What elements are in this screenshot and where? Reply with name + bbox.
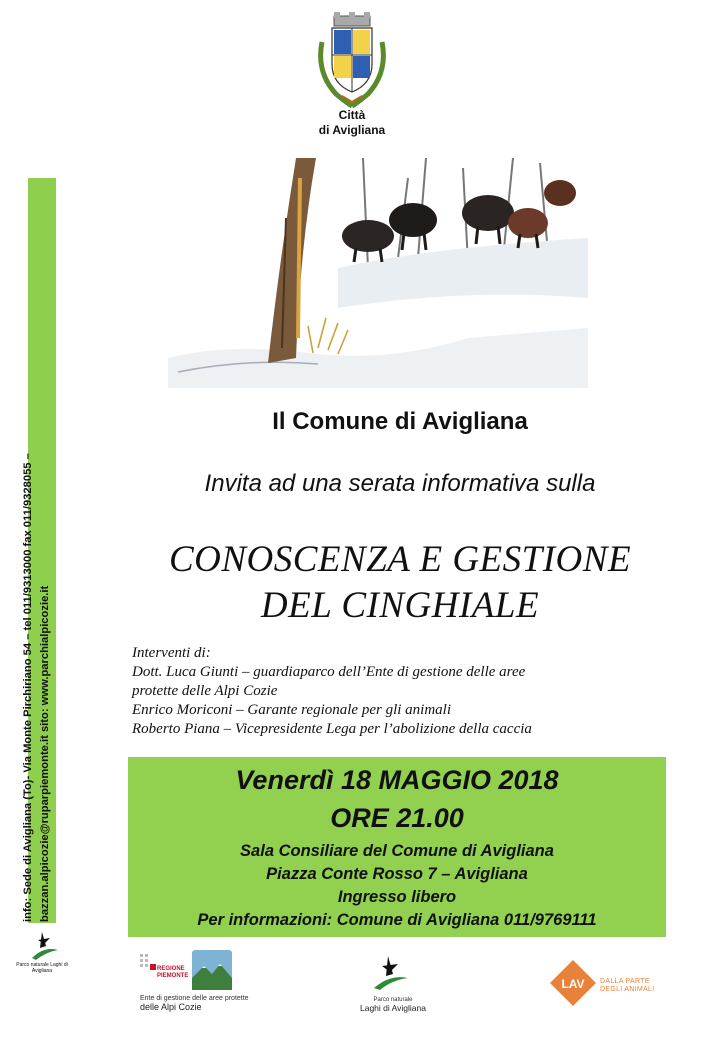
alpi-cozie-caption bbox=[140, 994, 270, 1012]
lav-tagline: DALLA PARTE DEGLI ANIMALI bbox=[600, 978, 655, 993]
invite-text: Invita ad una serata informativa sulla bbox=[204, 470, 596, 497]
speakers-block bbox=[132, 644, 666, 739]
side-info-line1: info: Sede di Avigliana (To)- Via Monte Pirchiriano 54 – tel 011/9313000 fax 011/9328055 – bbox=[22, 453, 34, 922]
headline: Il Comune di Avigliana bbox=[272, 408, 528, 435]
event-venue: Sala Consiliare del Comune di Avigliana bbox=[240, 842, 554, 860]
event-panel bbox=[128, 757, 666, 937]
speaker-line: Enrico Moriconi – Garante regionale per gli animali bbox=[132, 702, 451, 718]
event-date: Venerdì 18 MAGGIO 2018 bbox=[235, 765, 559, 795]
parco-caption bbox=[348, 996, 438, 1012]
side-info-line2: bazzan.alpicozie@ruparpiemonte.it sito: www.parchialpicozie.it bbox=[39, 585, 51, 922]
event-time: ORE 21.00 bbox=[330, 803, 464, 833]
parco-laghi-avigliana-logo-icon bbox=[368, 952, 412, 992]
lav-logo-text: LAV bbox=[561, 977, 585, 991]
alpi-cozie-logo-icon bbox=[192, 950, 232, 990]
regione-piemonte-logo-icon bbox=[140, 952, 188, 986]
svg-text:REGIONE: REGIONE bbox=[157, 966, 185, 972]
speaker-line: Dott. Luca Giunti – guardiaparco dell’Ente di gestione delle aree bbox=[132, 664, 526, 680]
event-entry: Ingresso libero bbox=[337, 888, 457, 906]
event-address: Piazza Conte Rosso 7 – Avigliana bbox=[266, 865, 528, 883]
parco-name: Laghi di Avigliana bbox=[359, 1003, 426, 1013]
speakers-heading: Interventi di: bbox=[132, 645, 211, 661]
city-crest-icon bbox=[312, 12, 392, 108]
lav-logo-icon bbox=[548, 958, 598, 1008]
alpi-caption-line: Ente di gestione delle aree protette bbox=[140, 995, 249, 1002]
side-logo-label: Parco naturale Laghi di Avigliana bbox=[16, 962, 68, 974]
event-info: Per informazioni: Comune di Avigliana 011/9769111 bbox=[197, 911, 597, 929]
city-label-line2: di Avigliana bbox=[318, 123, 386, 137]
parco-laghi-small-logo-icon bbox=[24, 928, 64, 962]
svg-text:PIEMONTE: PIEMONTE bbox=[157, 973, 188, 979]
side-info-text bbox=[20, 214, 76, 922]
topic-title-line2: DEL CINGHIALE bbox=[260, 585, 540, 626]
topic-title-line1: CONOSCENZA E GESTIONE bbox=[168, 539, 632, 580]
speaker-line: protette delle Alpi Cozie bbox=[132, 683, 278, 699]
alpi-cozie-name: delle Alpi Cozie bbox=[140, 1002, 202, 1012]
city-label bbox=[300, 108, 404, 138]
wild-boar-illustration bbox=[168, 158, 588, 388]
city-label-line1: Città bbox=[338, 108, 366, 122]
speaker-line: Roberto Piana – Vicepresidente Lega per l’abolizione della caccia bbox=[132, 721, 532, 737]
parco-caption-line: Parco naturale bbox=[373, 997, 413, 1003]
